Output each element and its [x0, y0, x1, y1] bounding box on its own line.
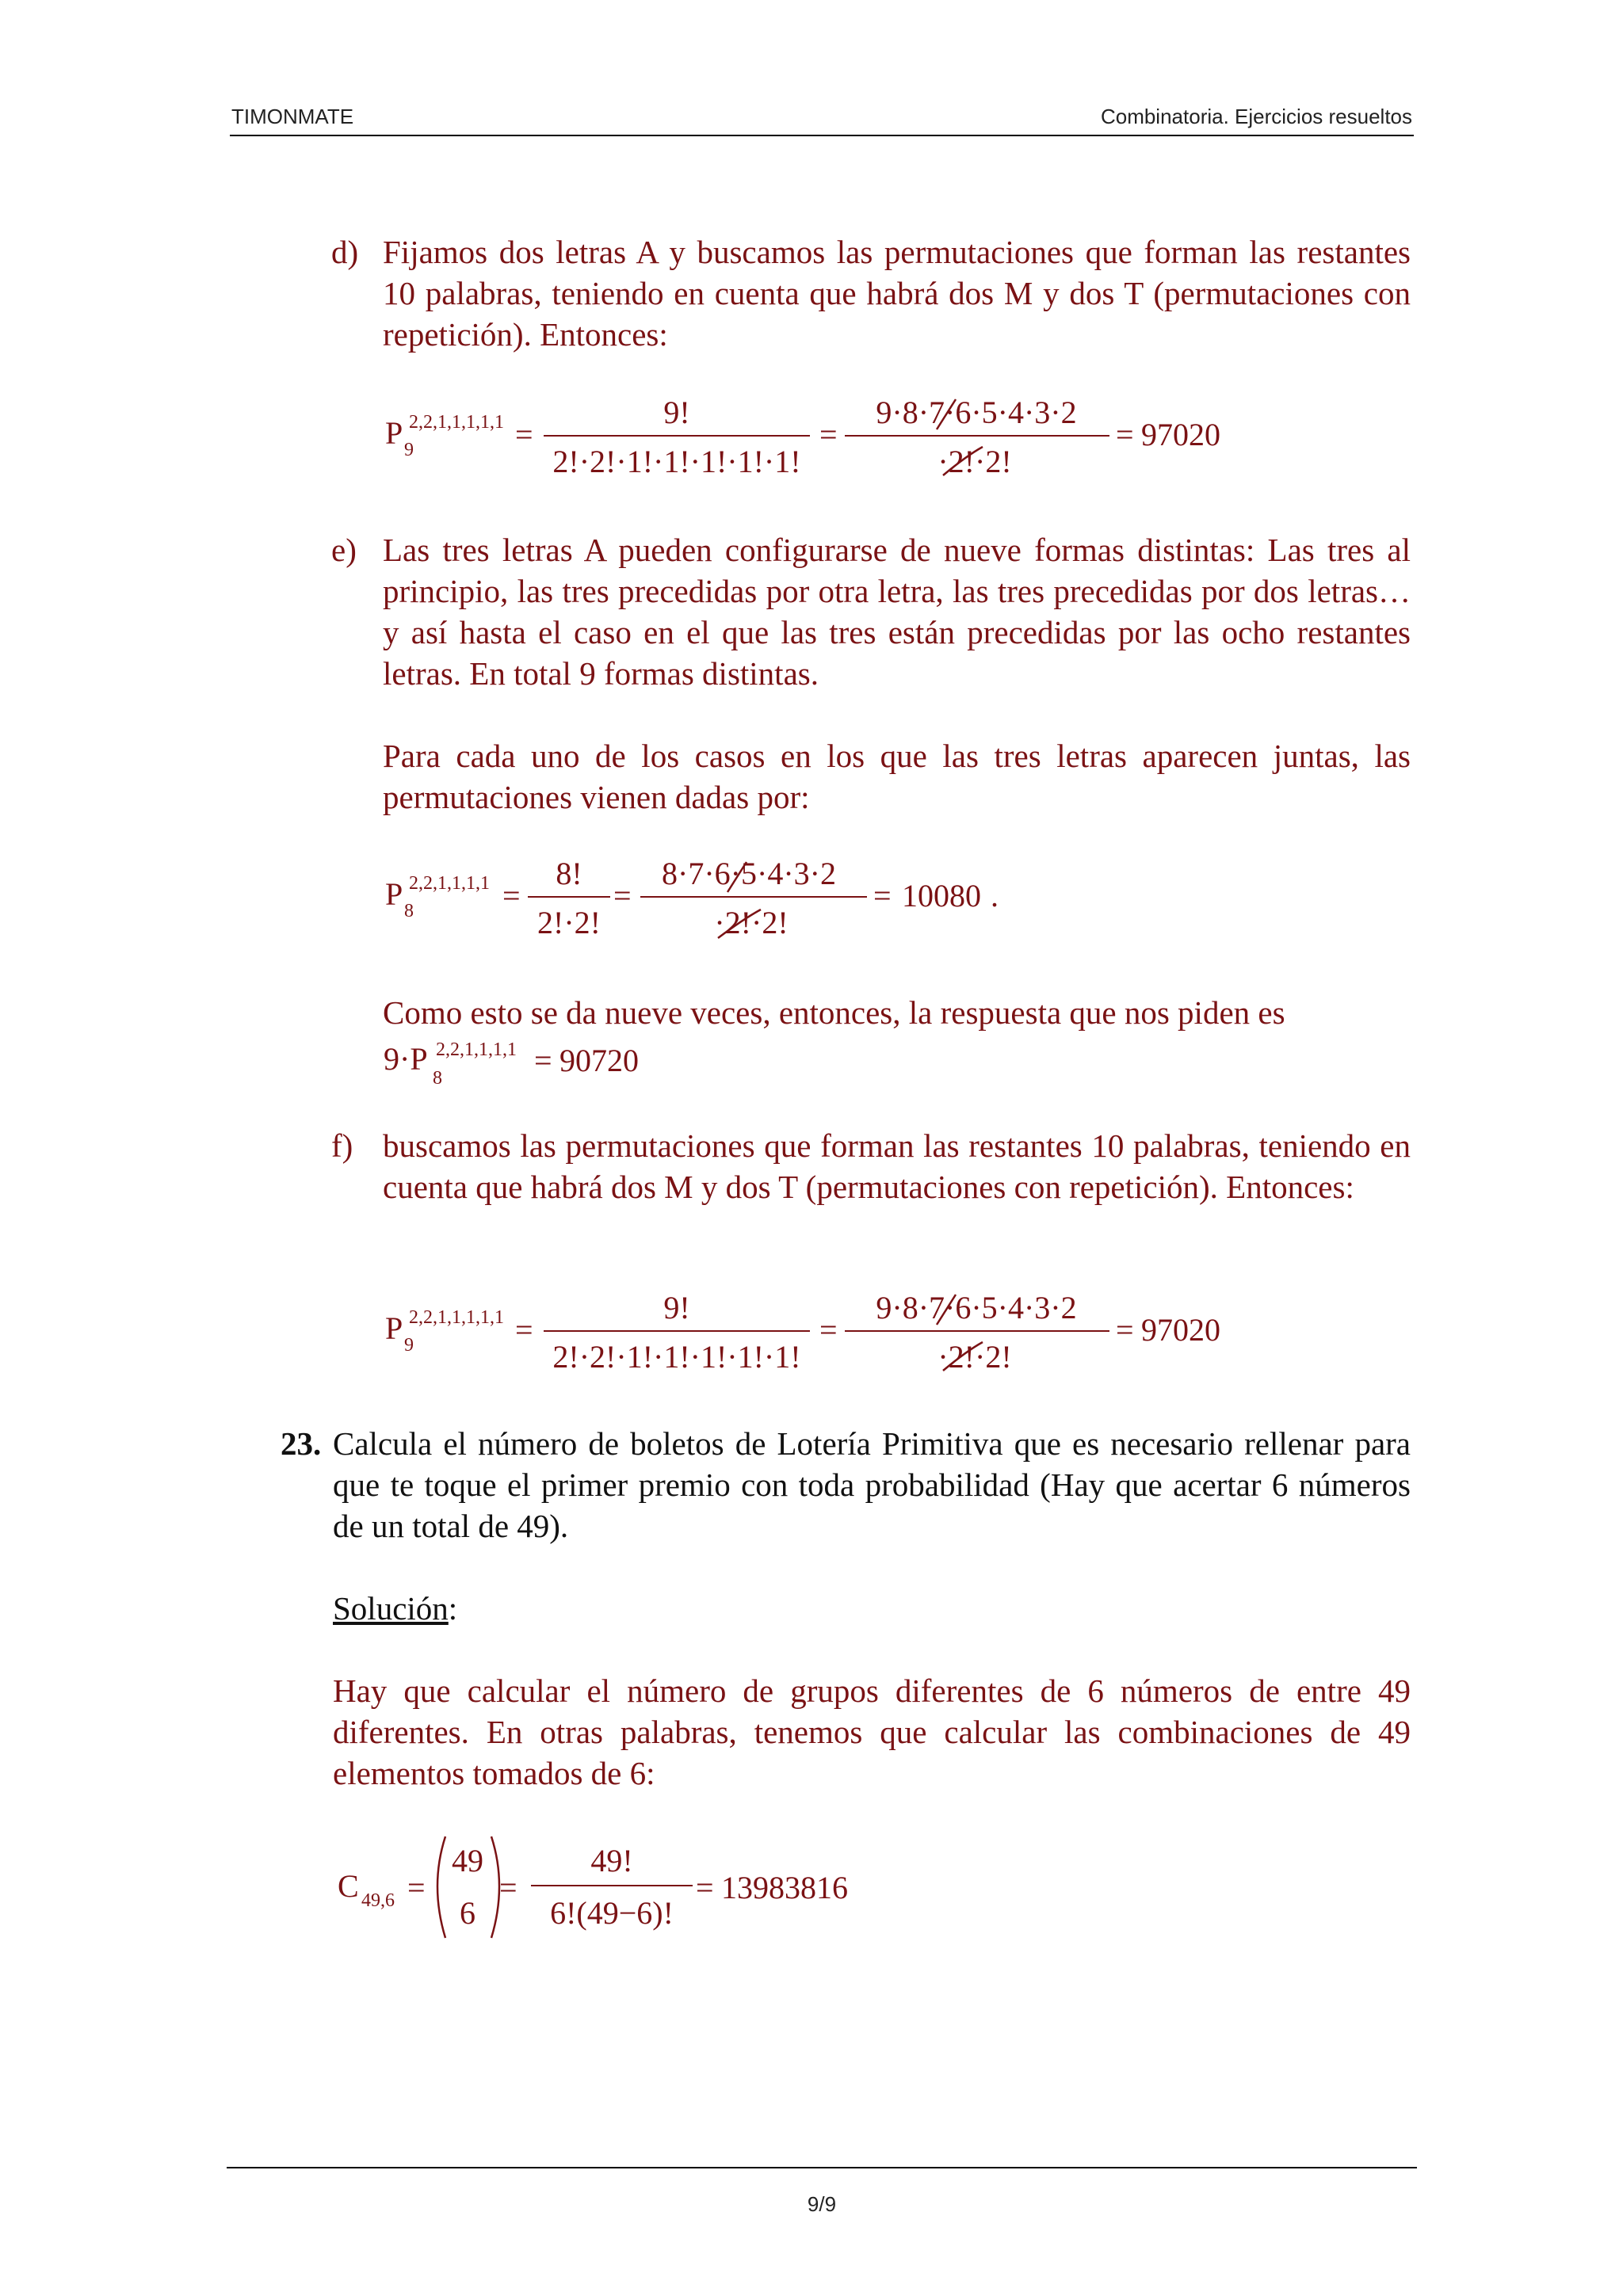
formula-f-frac2-num: 9·8·7·6·5·4·3·2	[876, 1290, 1077, 1325]
formula-23-frac-den: 6!(49−6)!	[550, 1895, 674, 1931]
formula-e-final-sup: 2,2,1,1,1,1	[436, 1039, 517, 1060]
item-e-text1: Las tres letras A pueden configurarse de nueve formas distintas: Las tres al principio, las tres precedidas por otra letra, las tres precedidas por dos letras… y así hasta el caso en el que las tres están precedidas por las ocho restantes letras. En total 9 formas distintas.	[383, 532, 1411, 692]
formula-23-binom-top: 49	[452, 1843, 483, 1878]
formula-e-eq2: =	[613, 878, 632, 913]
formula-f-eq2: =	[819, 1312, 838, 1348]
formula-23-sub: 49,6	[361, 1890, 395, 1911]
problem-23-statement: Calcula el número de boletos de Lotería Primitiva que es necesario rellenar para que te toque el primer premio con toda probabilidad (Hay que acertar 6 números de un total de 49).	[333, 1425, 1411, 1544]
formula-23-eq3: =	[696, 1870, 714, 1905]
page-number: 9/9	[807, 2192, 837, 2216]
formula-d-frac1-num: 9!	[663, 395, 690, 430]
formula-d-eq1: =	[515, 417, 533, 452]
formula-23-eq2: =	[499, 1870, 517, 1905]
formula-23-eq1: =	[407, 1870, 426, 1905]
formula-23-binom-right-paren	[491, 1836, 499, 1938]
formula-e-symbol: P	[385, 876, 403, 912]
formula-d-symbol: P	[385, 415, 403, 451]
formula-d-frac2-den: ·2!·2!	[938, 444, 1012, 479]
item-d-label: d)	[331, 234, 359, 270]
item-e-text3: Como esto se da nueve veces, entonces, la respuesta que nos piden es	[383, 994, 1285, 1031]
formula-23-binom-bottom: 6	[460, 1895, 475, 1931]
formula-f-frac1-num: 9!	[663, 1290, 690, 1325]
formula-d-eq3: =	[1116, 417, 1134, 452]
item-e-text2: Para cada uno de los casos en los que las tres letras aparecen juntas, las permutaciones vienen dadas por:	[383, 738, 1411, 815]
formula-e-result: 10080	[902, 878, 981, 913]
formula-e-sub: 8	[404, 901, 414, 921]
formula-f-eq3: =	[1116, 1312, 1134, 1348]
formula-f-symbol: P	[385, 1310, 403, 1346]
formula-d-frac1-den: 2!·2!·1!·1!·1!·1!·1!	[552, 444, 801, 479]
formula-e-eq1: =	[502, 878, 521, 913]
formula-f-frac1-den: 2!·2!·1!·1!·1!·1!·1!	[552, 1339, 801, 1375]
header-left: TIMONMATE	[231, 105, 354, 128]
solution-label: Solución	[333, 1590, 449, 1627]
formula-f-eq1: =	[515, 1312, 533, 1348]
formula-e-final-eq: =	[534, 1043, 552, 1078]
formula-f-result: 97020	[1141, 1312, 1220, 1348]
formula-23-symbol: C	[338, 1868, 359, 1904]
item-f-label: f)	[331, 1127, 353, 1164]
formula-e-final-sub: 8	[433, 1068, 442, 1089]
formula-e-frac1-num: 8!	[556, 856, 582, 891]
page-footer	[227, 2167, 1417, 2216]
formula-e-frac2-num: 8·7·6·5·4·3·2	[662, 856, 836, 891]
solution-colon: :	[448, 1590, 458, 1627]
formula-f-sub: 9	[404, 1335, 414, 1356]
page-header	[230, 105, 1414, 136]
formula-f-sup: 2,2,1,1,1,1,1	[409, 1307, 504, 1328]
formula-e-final-prefix: 9·P	[384, 1041, 428, 1077]
item-f-text: buscamos las permutaciones que forman las restantes 10 palabras, teniendo en cuenta que habrá dos M y dos T (permutaciones con repetición). Entonces:	[383, 1127, 1411, 1205]
formula-e-sup: 2,2,1,1,1,1	[409, 873, 490, 894]
formula-e-frac2-den: ·2!·2!	[714, 905, 789, 940]
formula-d	[372, 388, 1284, 491]
formula-d-sub: 9	[404, 440, 414, 460]
solution-text: Hay que calcular el número de grupos diferentes de 6 números de entre 49 diferentes. En otras palabras, tenemos que calcular las combinaciones de 49 elementos tomados de 6:	[333, 1672, 1411, 1791]
formula-23-binom-left-paren	[437, 1836, 445, 1938]
formula-e-final-result: 90720	[559, 1043, 639, 1078]
item-d-text: Fijamos dos letras A y buscamos las permutaciones que forman las restantes 10 palabras, teniendo en cuenta que habrá dos M y dos T (permutaciones con repetición). Entonces:	[383, 234, 1411, 353]
formula-f-frac2-den: ·2!·2!	[938, 1339, 1012, 1375]
solution-heading	[333, 1588, 457, 1629]
formula-d-sup: 2,2,1,1,1,1,1	[409, 412, 504, 433]
formula-d-result: 97020	[1141, 417, 1220, 452]
formula-e-eq3: =	[873, 878, 892, 913]
formula-23	[330, 1830, 932, 1949]
problem-23-number: 23.	[281, 1425, 322, 1462]
formula-e-end: .	[991, 878, 999, 913]
formula-e	[372, 849, 1086, 952]
formula-23-frac-num: 49!	[590, 1843, 633, 1878]
formula-d-frac2-num: 9·8·7·6·5·4·3·2	[876, 395, 1077, 430]
formula-23-result: 13983816	[721, 1870, 848, 1905]
header-right: Combinatoria. Ejercicios resueltos	[1100, 105, 1412, 128]
formula-d-eq2: =	[819, 417, 838, 452]
formula-f	[372, 1283, 1284, 1386]
formula-e-final	[377, 1030, 710, 1093]
item-e-label: e)	[331, 532, 357, 568]
formula-e-frac1-den: 2!·2!	[537, 905, 601, 940]
